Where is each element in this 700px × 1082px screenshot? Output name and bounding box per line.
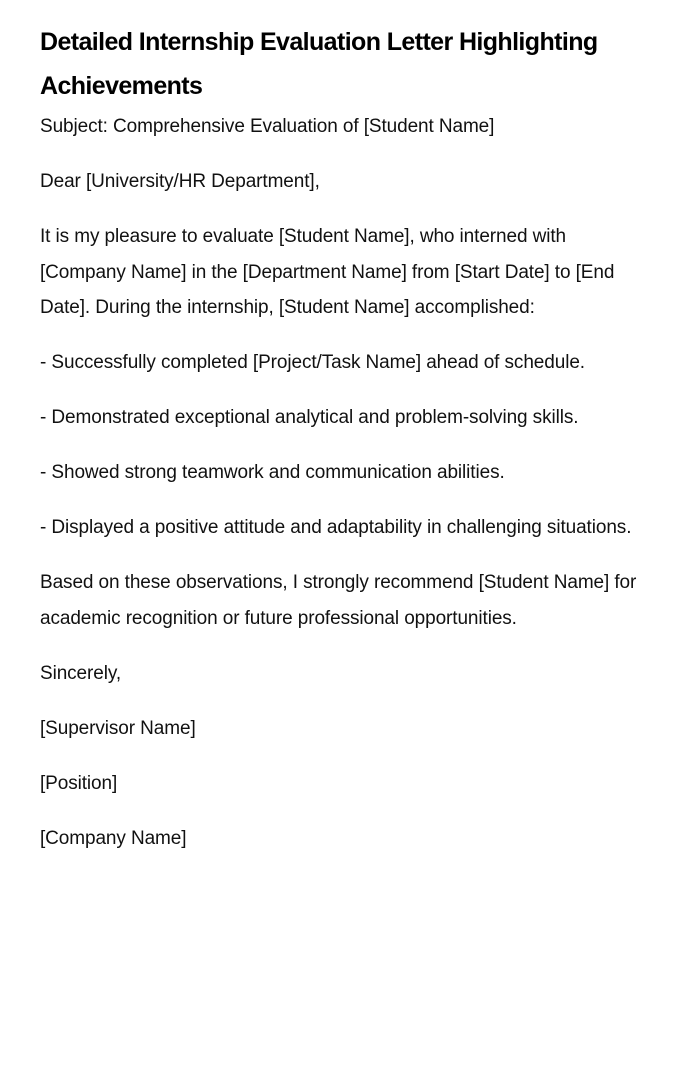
achievement-item: - Successfully completed [Project/Task Name] ahead of schedule. [40,352,585,373]
signature-supervisor-name: [Supervisor Name] [40,717,196,739]
recommendation-paragraph: Based on these observations, I strongly recommend [Student Name] for academic recognition or future professional opportunities. [40,572,637,629]
subject-line: Subject: Comprehensive Evaluation of [Student Name] [40,116,495,137]
salutation: Dear [University/HR Department], [40,171,320,192]
achievement-item: - Displayed a positive attitude and adaptability in challenging situations. [40,517,632,538]
achievement-item: - Showed strong teamwork and communication abilities. [40,462,505,483]
document-title: Detailed Internship Evaluation Letter Highlighting Achievements [40,28,598,100]
signature-company-name: [Company Name] [40,827,187,849]
intro-paragraph: It is my pleasure to evaluate [Student Name], who interned with [Company Name] in the [Department Name] from [Start Date] to [End Date]. During the internship, [Student Name] accomplished: [40,226,615,318]
closing: Sincerely, [40,662,122,684]
signature-position: [Position] [40,772,118,794]
achievement-item: - Demonstrated exceptional analytical and problem-solving skills. [40,407,579,428]
